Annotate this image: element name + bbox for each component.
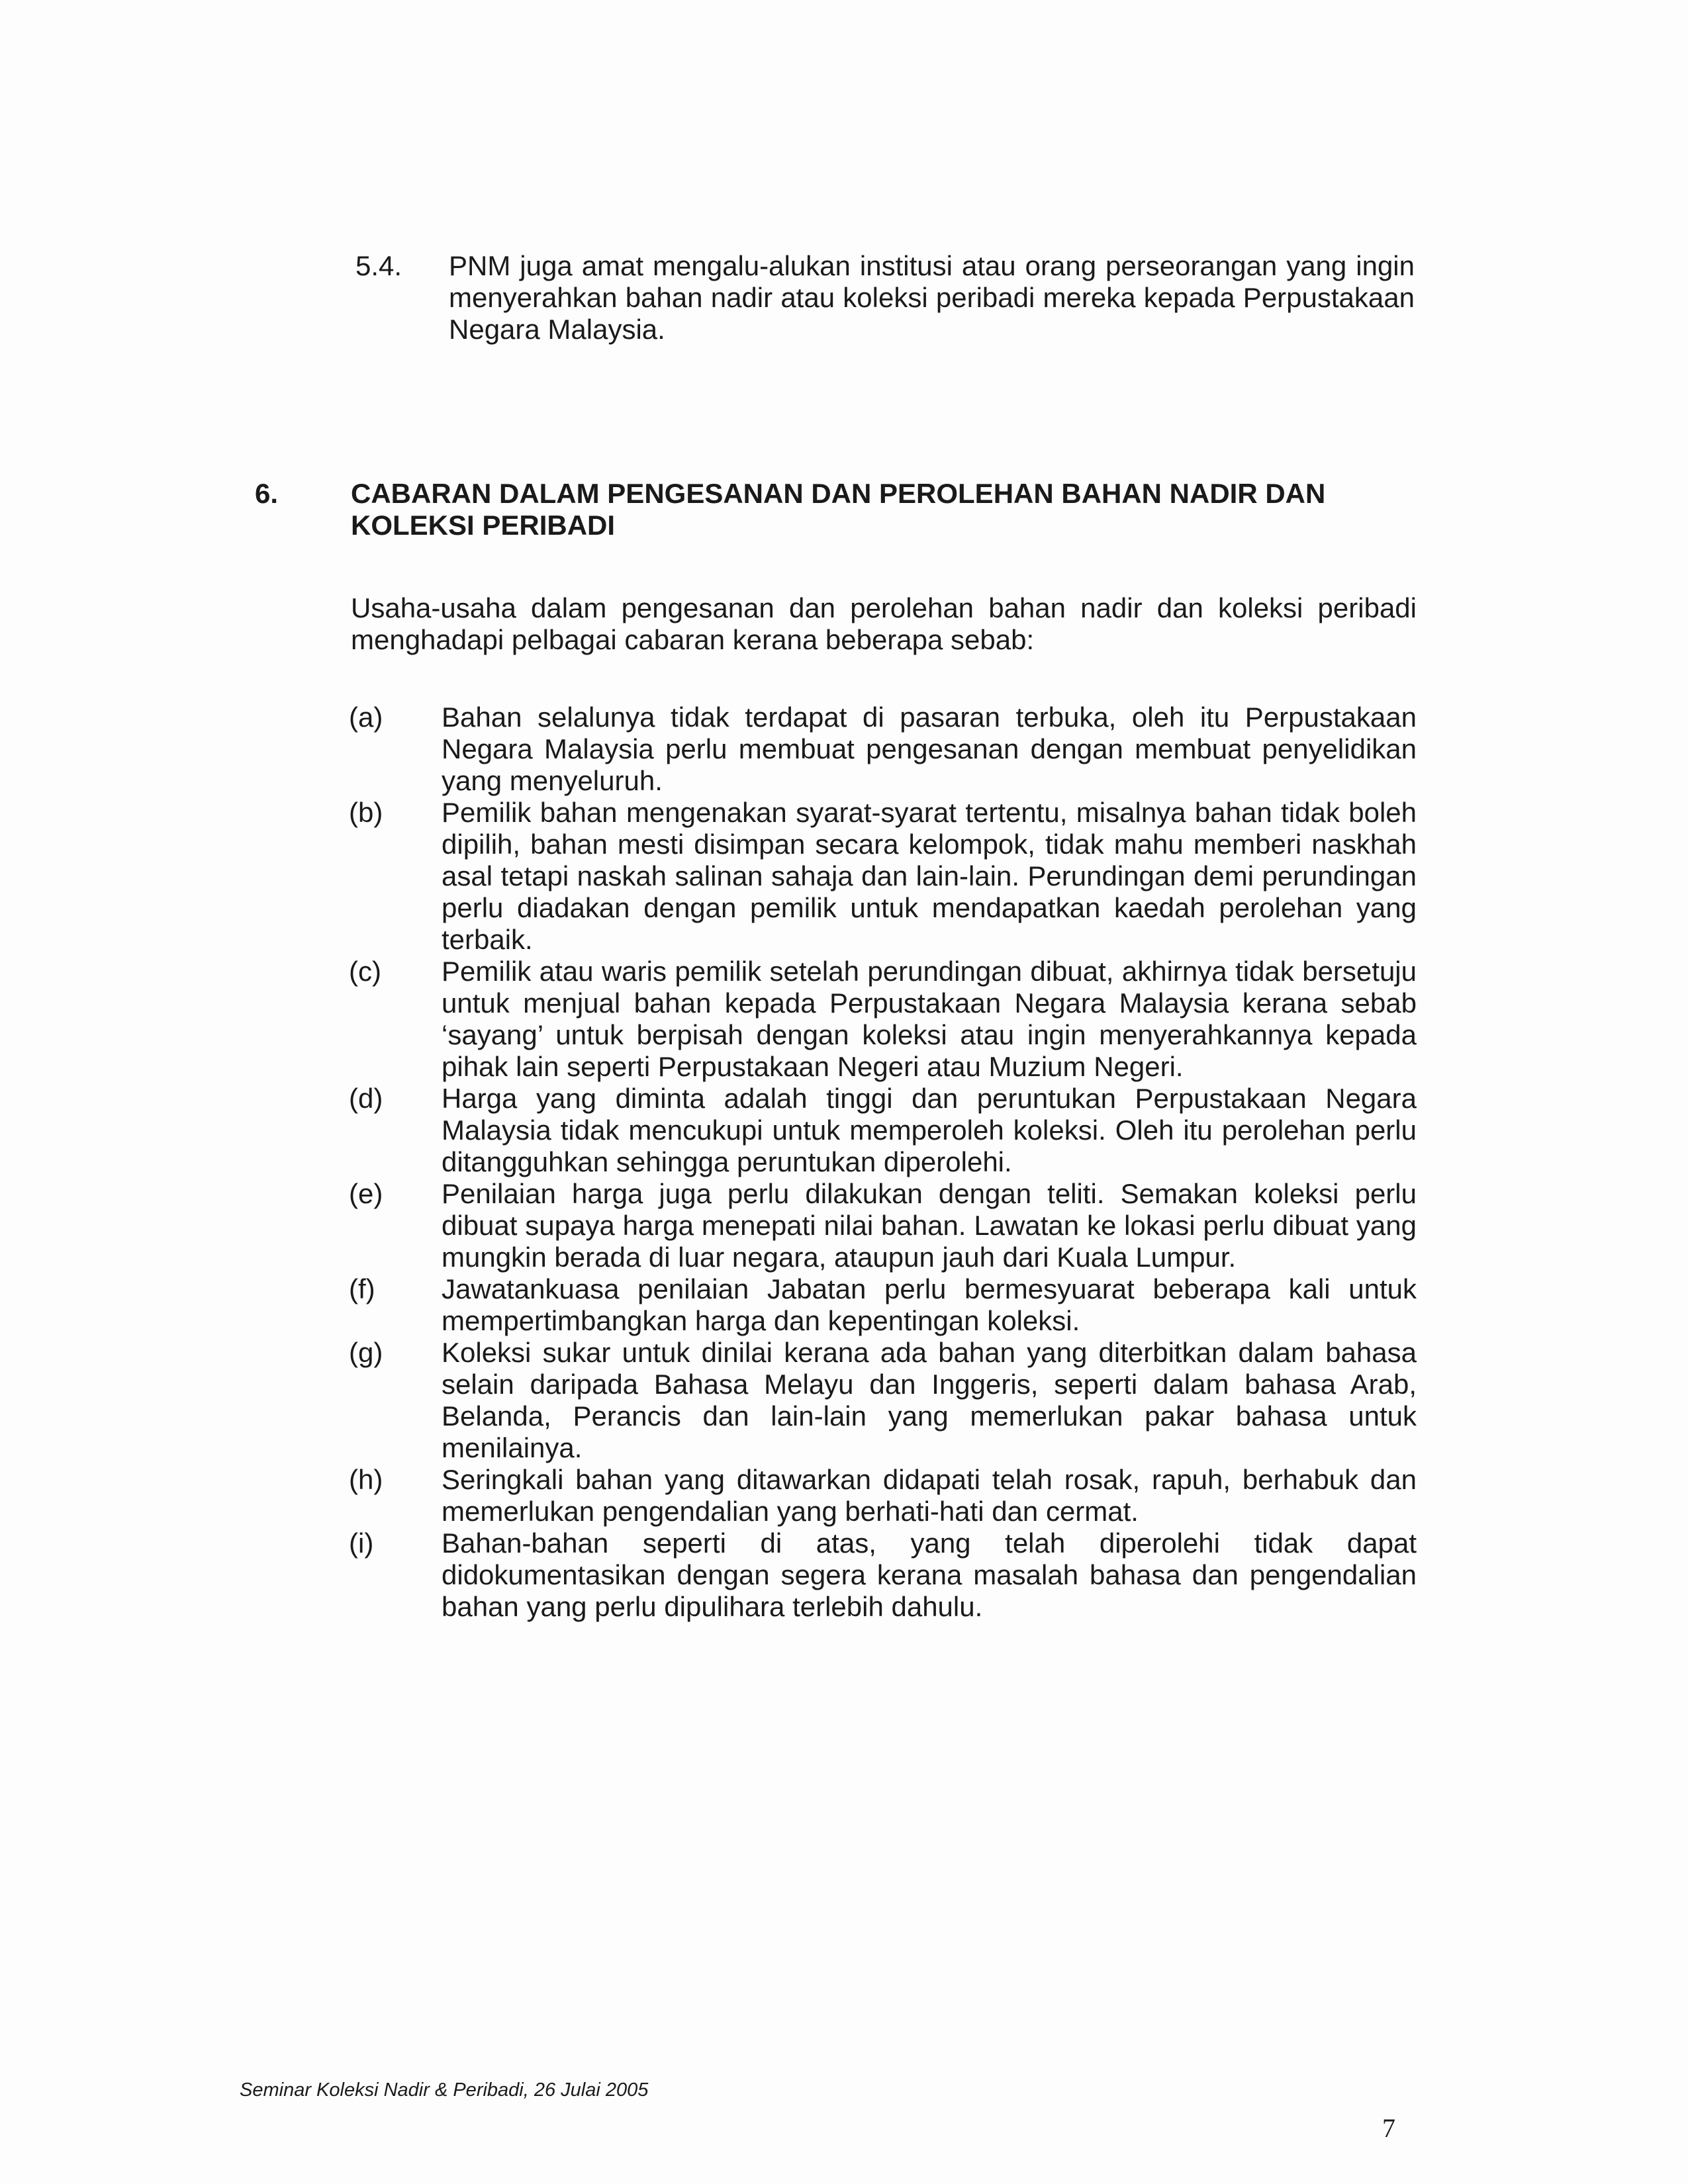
- list-item: [349, 1527, 1417, 1623]
- item-label: (d): [349, 1083, 383, 1114]
- list-item: [349, 956, 1417, 1083]
- list-item: [349, 1464, 1417, 1527]
- item-text: Pemilik bahan mengenakan syarat-syarat tertentu, misalnya bahan tidak boleh dipilih, bahan mesti disimpan secara kelompok, tidak mahu memberi naskhah asal tetapi naskah salinan sahaja dan lain-lain. Perundingan demi perundingan perlu diadakan dengan pemilik untuk mendapatkan kaedah perolehan yang terbaik.: [442, 797, 1417, 955]
- item-label: (a): [349, 702, 383, 733]
- item-text: Koleksi sukar untuk dinilai kerana ada bahan yang diterbitkan dalam bahasa selain daripada Bahasa Melayu dan Inggeris, seperti dalam bahasa Arab, Belanda, Perancis dan lain-lain yang memerlukan pakar bahasa untuk menilainya.: [442, 1337, 1417, 1463]
- item-label: (f): [349, 1273, 375, 1304]
- section-number: 5.4.: [355, 250, 402, 281]
- list-item: [349, 1337, 1417, 1464]
- item-label: (h): [349, 1464, 383, 1495]
- list-item: [349, 1273, 1417, 1337]
- section-text: PNM juga amat mengalu-alukan institusi atau orang perseorangan yang ingin menyerahkan bahan nadir atau koleksi peribadi mereka kepada Perpustakaan Negara Malaysia.: [449, 250, 1415, 345]
- item-text: Bahan selalunya tidak terdapat di pasaran terbuka, oleh itu Perpustakaan Negara Malaysia perlu membuat pengesanan dengan membuat penyelidikan yang menyeluruh.: [442, 702, 1417, 796]
- page-footer: Seminar Koleksi Nadir & Peribadi, 26 Julai 2005: [240, 2079, 649, 2101]
- item-text: Harga yang diminta adalah tinggi dan peruntukan Perpustakaan Negara Malaysia tidak mencukupi untuk memperoleh koleksi. Oleh itu perolehan perlu ditangguhkan sehingga peruntukan diperolehi.: [442, 1083, 1417, 1177]
- item-text: Bahan-bahan seperti di atas, yang telah diperolehi tidak dapat didokumentasikan dengan segera kerana masalah bahasa dan pengendalian bahan yang perlu dipulihara terlebih dahulu.: [442, 1527, 1417, 1622]
- reasons-list: [349, 702, 1417, 1623]
- list-item: [349, 702, 1417, 797]
- page-number: 7: [1382, 2113, 1395, 2143]
- item-text: Jawatankuasa penilaian Jabatan perlu bermesyuarat beberapa kali untuk mempertimbangkan harga dan kepentingan koleksi.: [442, 1273, 1417, 1336]
- item-label: (e): [349, 1178, 383, 1209]
- section-number: 6.: [255, 478, 279, 509]
- item-label: (c): [349, 956, 381, 987]
- item-label: (i): [349, 1527, 374, 1559]
- item-text: Penilaian harga juga perlu dilakukan dengan teliti. Semakan koleksi perlu dibuat supaya harga menepati nilai bahan. Lawatan ke lokasi perlu dibuat yang mungkin berada di luar negara, ataupun jauh dari Kuala Lumpur.: [442, 1178, 1417, 1273]
- list-item: [349, 1178, 1417, 1273]
- section-5-4: [355, 250, 1415, 345]
- section-6-heading: [255, 478, 1417, 541]
- item-label: (b): [349, 797, 383, 828]
- section-heading: CABARAN DALAM PENGESANAN DAN PEROLEHAN BAHAN NADIR DAN KOLEKSI PERIBADI: [351, 478, 1326, 541]
- list-item: [349, 1083, 1417, 1178]
- list-item: [349, 797, 1417, 956]
- item-text: Seringkali bahan yang ditawarkan didapati telah rosak, rapuh, berhabuk dan memerlukan pengendalian yang berhati-hati dan cermat.: [442, 1464, 1417, 1527]
- item-label: (g): [349, 1337, 383, 1368]
- item-text: Pemilik atau waris pemilik setelah perundingan dibuat, akhirnya tidak bersetuju untuk menjual bahan kepada Perpustakaan Negara Malaysia kerana sebab ‘sayang’ untuk berpisah dengan koleksi atau ingin menyerahkannya kepada pihak lain seperti Perpustakaan Negeri atau Muzium Negeri.: [442, 956, 1417, 1082]
- section-intro: Usaha-usaha dalam pengesanan dan perolehan bahan nadir dan koleksi peribadi menghadapi pelbagai cabaran kerana beberapa sebab:: [351, 592, 1417, 655]
